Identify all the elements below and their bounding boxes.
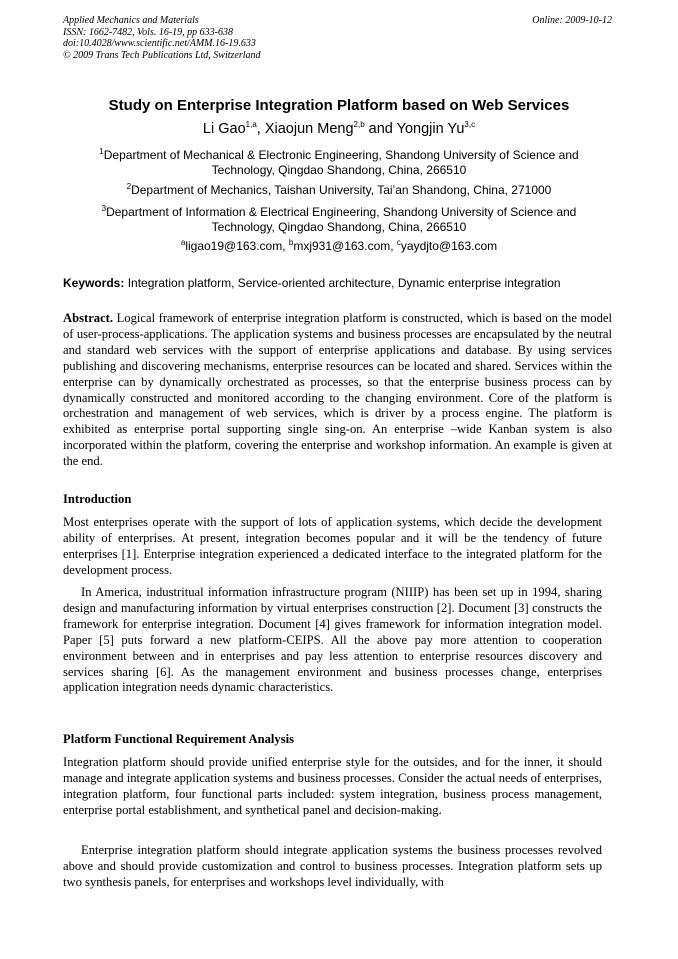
online-date: Online: 2009-10-12 <box>532 15 612 26</box>
author-name: Xiaojun Meng <box>264 121 354 137</box>
author-superscript: 1,a <box>245 120 257 130</box>
affiliation-text: Department of Mechanics, Taishan University, Tai’an Shandong, China, 271000 <box>131 183 552 197</box>
abstract-label: Abstract. <box>63 311 114 325</box>
affiliation-text: Department of Mechanical & Electronic Engineering, Shandong University of Science and Technology, Qingdao Shandong, China, 266510 <box>103 148 579 177</box>
email-marker: a <box>180 238 186 247</box>
issn-line: ISSN: 1662-7482, Vols. 16-19, pp 633-638 <box>63 26 233 38</box>
email-address[interactable]: mxj931@163.com, <box>293 239 397 253</box>
email-marker: b <box>288 238 294 247</box>
keywords-line <box>63 276 612 290</box>
author-separator: , <box>256 121 265 137</box>
body-paragraph: Enterprise integration platform should integrate application systems the business processes revolved above and should provide customization and control to business processes. Integration platform sets up two synthesis panels, for enterprises and workshops level individually, with <box>63 843 602 889</box>
affiliation <box>80 183 598 198</box>
email-line <box>80 239 598 254</box>
journal-header <box>63 15 612 61</box>
section-heading: Platform Functional Requirement Analysis <box>63 732 294 746</box>
affiliation-number: 2 <box>126 182 132 191</box>
journal-name: Applied Mechanics and Materials <box>63 15 199 26</box>
affiliation-number: 1 <box>99 147 104 156</box>
affiliation-text: Department of Information & Electrical Engineering, Shandong University of Science and Technology, Qingdao Shandong, China, 266510 <box>106 205 577 234</box>
email-address[interactable]: yaydjto@163.com <box>400 239 498 253</box>
author-superscript: 2,b <box>353 120 365 130</box>
affiliation-number: 3 <box>101 204 107 213</box>
paper-title: Study on Enterprise Integration Platform based on Web Services <box>108 97 570 114</box>
keywords-text: Integration platform, Service-oriented architecture, Dynamic enterprise integration <box>124 276 561 290</box>
email-marker: c <box>396 238 401 247</box>
body-paragraph: Integration platform should provide unified enterprise style for the outsides, and for the inner, it should manage and integrate application systems and business processes. Consider the actual needs of enterprises, integration platform, four functional parts included: system integration, business process management, enterprise portal establishment, and synthetical panel and decision-making. <box>63 755 602 817</box>
affiliation <box>80 205 598 235</box>
author-name: Yongjin Yu <box>396 121 465 137</box>
author-superscript: 3,c <box>464 120 476 130</box>
abstract-text: Logical framework of enterprise integration platform is constructed, which is based on the model of user-process-applications. The application systems and business processes are encapsulated by the neutral and standard web services with the support of enterprise applications and database. By using services publishing and discovering mechanisms, enterprise resources can be located and shared. Services within the enterprise can by dynamically orchestrated as processes, so that the enterprise business process can by dynamically constructed and monitored according to the changing environment. Core of the platform is orchestration and management of web services, which is driver by a process engine. The platform is exhibited as enterprise portal supporting single sing-on. An enterprise –wide Kanban system is also incorporated within the platform, covering the enterprise and workshop information. An example is given at the end. <box>63 311 612 469</box>
keywords-label: Keywords: <box>63 276 125 290</box>
author-separator: and <box>364 121 397 137</box>
author-line <box>0 121 678 137</box>
doi-line: doi:10.4028/www.scientific.net/AMM.16-19.633 <box>63 38 256 49</box>
copyright-line: © 2009 Trans Tech Publications Ltd, Switzerland <box>63 49 261 61</box>
author-name: Li Gao <box>202 121 246 137</box>
body-paragraph: Most enterprises operate with the support of lots of application systems, which decide the development ability of enterprises. At present, integration becomes popular and it will be the tendency of future enterprises [1]. Enterprise integration experienced a dedicated interface to the integrated platform for the development process. <box>63 515 602 577</box>
section-heading: Introduction <box>63 492 132 506</box>
affiliation <box>80 148 598 178</box>
abstract-paragraph <box>63 311 612 470</box>
body-paragraph: In America, industritual information infrastructure program (NIIIP) has been set up in 1994, sharing design and manufacturing information by virtual enterprises construction [2]. Document [3] constructs the framework for enterprise integration. Document [4] gives framework for information integration model. Paper [5] puts forward a new platform-CEIPS. All the above pay more attention to cooperation environment between and in enterprises and pay less attention to enterprise resources discovery and services sharing [6]. As the management environment and business processes change, enterprises application integration needs dynamic characteristics. <box>63 585 602 695</box>
email-address[interactable]: ligao19@163.com, <box>185 239 289 253</box>
